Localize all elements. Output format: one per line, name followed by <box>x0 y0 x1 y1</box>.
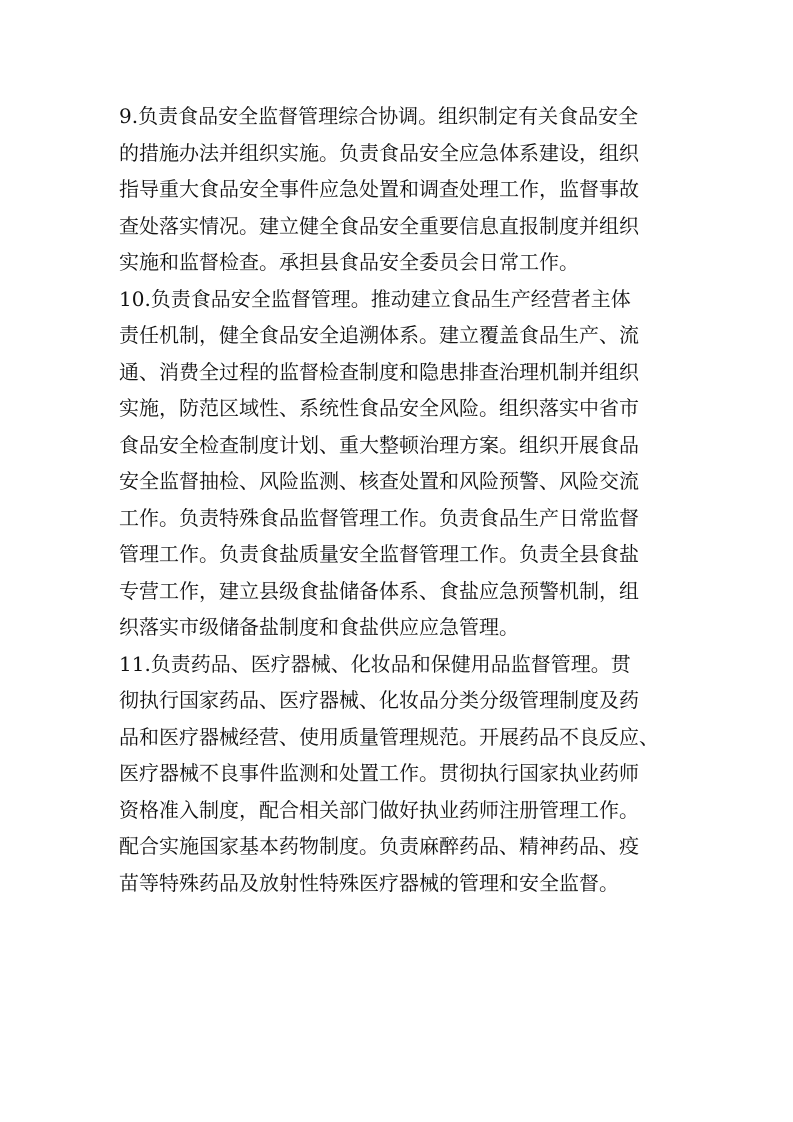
text-line: 10.负责食品安全监督管理。推动建立食品生产经营者主体 <box>119 286 631 311</box>
text-line: 安全监督抽检、风险监测、核查处置和风险预警、风险交流 <box>119 469 639 493</box>
paragraph-item-11 <box>119 646 679 902</box>
text-line: 工作。负责特殊食品监督管理工作。负责食品生产日常监督 <box>119 505 639 530</box>
paragraph-item-9 <box>119 98 679 281</box>
text-line: 查处落实情况。建立健全食品安全重要信息直报制度并组织 <box>119 213 639 238</box>
document-body <box>119 98 679 901</box>
text-line: 苗等特殊药品及放射性特殊医疗器械的管理和安全监督。 <box>119 870 619 895</box>
text-line: 指导重大食品安全事件应急处置和调查处理工作，监督事故 <box>119 177 639 201</box>
text-line: 品和医疗器械经营、使用质量管理规范。开展药品不良反应、 <box>119 724 659 749</box>
text-line: 11.负责药品、医疗器械、化妆品和保健用品监督管理。贯 <box>119 651 631 676</box>
text-line: 的措施办法并组织实施。负责食品安全应急体系建设，组织 <box>119 140 639 165</box>
text-line: 专营工作，建立县级食盐储备体系、食盐应急预警机制，组 <box>119 578 639 603</box>
text-line: 医疗器械不良事件监测和处置工作。贯彻执行国家执业药师 <box>119 761 639 785</box>
text-line: 实施和监督检查。承担县食品安全委员会日常工作。 <box>119 250 579 274</box>
text-line: 通、消费全过程的监督检查制度和隐患排查治理机制并组织 <box>119 359 639 384</box>
text-line: 彻执行国家药品、医疗器械、化妆品分类分级管理制度及药 <box>119 688 639 712</box>
paragraph-item-10 <box>119 281 679 646</box>
text-line: 织落实市级储备盐制度和食盐供应应急管理。 <box>119 615 519 639</box>
text-line: 资格准入制度，配合相关部门做好执业药师注册管理工作。 <box>119 797 639 822</box>
text-line: 实施，防范区域性、系统性食品安全风险。组织落实中省市 <box>119 396 639 420</box>
text-line: 9.负责食品安全监督管理综合协调。组织制定有关食品安全 <box>119 104 639 128</box>
text-line: 管理工作。负责食盐质量安全监督管理工作。负责全县食盐 <box>119 542 639 566</box>
text-line: 责任机制，健全食品安全追溯体系。建立覆盖食品生产、流 <box>119 323 639 347</box>
text-line: 食品安全检查制度计划、重大整顿治理方案。组织开展食品 <box>119 432 639 457</box>
text-line: 配合实施国家基本药物制度。负责麻醉药品、精神药品、疫 <box>119 834 639 858</box>
